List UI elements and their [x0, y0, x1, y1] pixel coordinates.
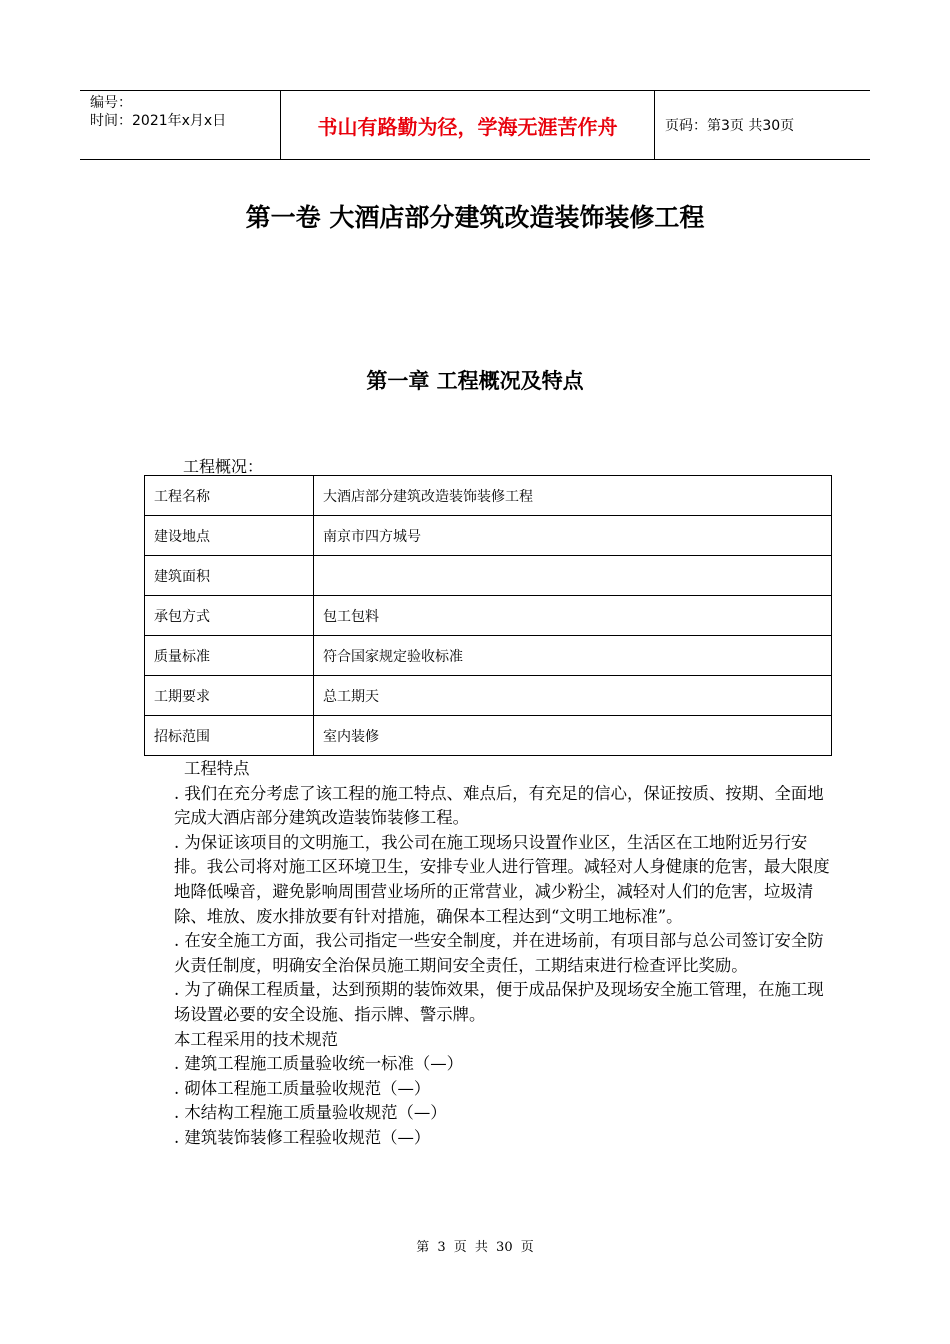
- standard-item: . 建筑工程施工质量验收统一标准（—）: [174, 1054, 464, 1074]
- page-footer: 第 3 页 共 30 页: [416, 1240, 534, 1255]
- header-page-info: 页码：第3页 共30页: [665, 118, 795, 134]
- table-key: 工期要求: [145, 676, 314, 716]
- chapter-title: 第一章 工程概况及特点: [366, 369, 584, 393]
- features-label: 工程特点: [184, 759, 250, 778]
- header-meta: [80, 91, 281, 159]
- table-value: 大酒店部分建筑改造装饰装修工程: [314, 476, 832, 516]
- project-info-table: [144, 475, 832, 756]
- table-key: 招标范围: [145, 716, 314, 756]
- standards-label: 本工程采用的技术规范: [174, 1029, 338, 1049]
- standard-item: . 建筑装饰装修工程验收规范（—）: [174, 1127, 431, 1147]
- table-row: [145, 596, 832, 636]
- table-key: 质量标准: [145, 636, 314, 676]
- table-row: [145, 636, 832, 676]
- paragraph: . 在安全施工方面，我公司指定一些安全制度，并在进场前，有项目部与总公司签订安全防火责任制度，明确安全治保员施工期间安全责任，工期结束进行检查评比奖励。: [174, 931, 824, 975]
- page-header: [80, 90, 870, 160]
- paragraph: . 为了确保工程质量，达到预期的装饰效果，便于成品保护及现场安全施工管理，在施工现场设置必要的安全设施、指示牌、警示牌。: [174, 980, 824, 1024]
- time-label: 时间：2021年x月x日: [90, 113, 227, 129]
- table-row: [145, 716, 832, 756]
- table-key: 工程名称: [145, 476, 314, 516]
- standard-item: . 砌体工程施工质量验收规范（—）: [174, 1078, 431, 1098]
- table-value: 包工包料: [314, 596, 832, 636]
- table-row: [145, 556, 832, 596]
- table-value: 符合国家规定验收标准: [314, 636, 832, 676]
- table-row: [145, 516, 832, 556]
- paragraph: . 为保证该项目的文明施工，我公司在施工现场只设置作业区，生活区在工地附近另行安排。我公司将对施工区环境卫生，安排专业人进行管理。减轻对人身健康的危害，最大限度地降低噪音，避免影响周围营业场所的正常营业，减少粉尘，减轻对人们的危害，垃圾清除、堆放、废水排放要有针对措施，确保本工程达到“文明工地标准”。: [174, 832, 830, 926]
- table-value: [314, 556, 832, 596]
- number-label: 编号：: [90, 95, 132, 111]
- paragraph: . 我们在充分考虑了该工程的施工特点、难点后，有充足的信心，保证按质、按期、全面地完成大酒店部分建筑改造装饰装修工程。: [174, 783, 824, 828]
- table-key: 建筑面积: [145, 556, 314, 596]
- volume-title: 第一卷 大酒店部分建筑改造装饰装修工程: [245, 203, 705, 232]
- table-value: 南京市四方城号: [314, 516, 832, 556]
- table-row: [145, 476, 832, 516]
- table-value: 总工期天: [314, 676, 832, 716]
- table-row: [145, 676, 832, 716]
- body-text: [174, 757, 834, 1151]
- table-key: 建设地点: [145, 516, 314, 556]
- table-key: 承包方式: [145, 596, 314, 636]
- table-value: 室内装修: [314, 716, 832, 756]
- header-motto: 书山有路勤为径，学海无涯苦作舟: [281, 91, 655, 159]
- standard-item: . 木结构工程施工质量验收规范（—）: [174, 1103, 447, 1123]
- overview-label: 工程概况：: [183, 457, 264, 476]
